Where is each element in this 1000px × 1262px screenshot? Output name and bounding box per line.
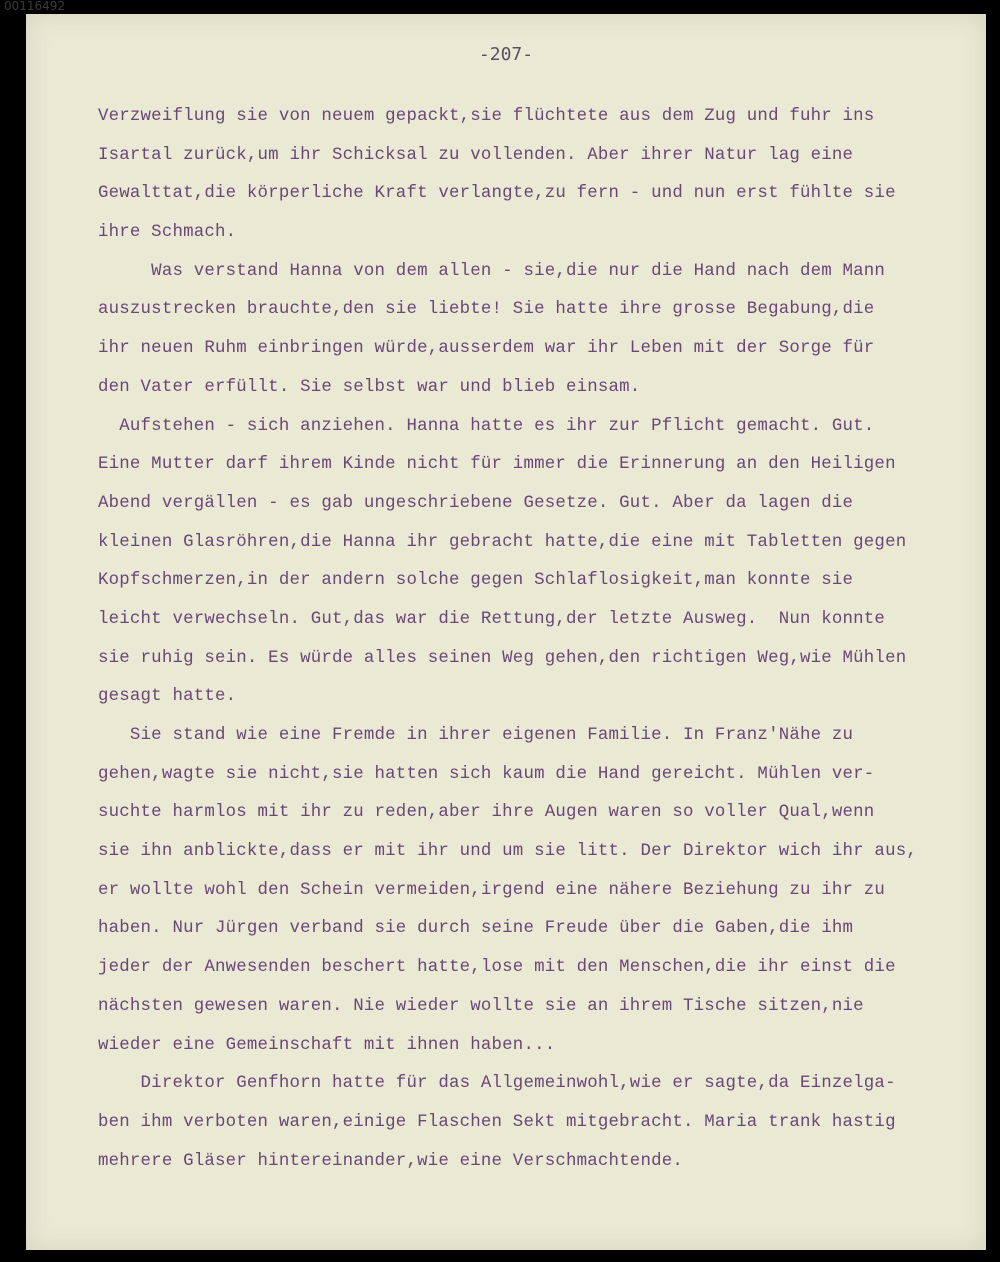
text-line: Was verstand Hanna von dem allen - sie,die nur die Hand nach dem Mann xyxy=(98,261,886,281)
text-line: mehrere Gläser hintereinander,wie eine Verschmachtende. xyxy=(98,1151,683,1171)
text-line: sie ruhig sein. Es würde alles seinen Weg gehen,den richtigen Weg,wie Mühlen xyxy=(98,648,907,668)
text-line: ihre Schmach. xyxy=(98,223,237,243)
text-line: Kopfschmerzen,in der andern solche gegen Schlaflosigkeit,man konnte sie xyxy=(98,571,854,591)
text-line: jeder der Anwesenden beschert hatte,lose mit den Menschen,die ihr einst die xyxy=(98,958,896,978)
text-line: sie ihn anblickte,dass er mit ihr und um sie litt. Der Direktor wich ihr aus, xyxy=(98,842,917,862)
text-line: gesagt hatte. xyxy=(98,687,237,707)
text-line: Abend vergällen - es gab ungeschriebene Gesetze. Gut. Aber da lagen die xyxy=(98,493,854,513)
text-line: kleinen Glasröhren,die Hanna ihr gebracht hatte,die eine mit Tabletten gegen xyxy=(98,532,907,552)
text-line: Eine Mutter darf ihrem Kinde nicht für immer die Erinnerung an den Heiligen xyxy=(98,455,896,475)
text-line: Sie stand wie eine Fremde in ihrer eigenen Familie. In Franz'Nähe zu xyxy=(98,726,854,745)
text-line: Verzweiflung sie von neuem gepackt,sie flüchtete aus dem Zug und fuhr ins xyxy=(98,107,875,126)
text-line: Isartal zurück,um ihr Schicksal zu vollenden. Aber ihrer Natur lag eine xyxy=(98,145,854,165)
text-line: auszustrecken brauchte,den sie liebte! Sie hatte ihre grosse Begabung,die xyxy=(98,300,875,320)
text-line: suchte harmlos mit ihr zu reden,aber ihre Augen waren so voller Qual,wenn xyxy=(98,803,875,823)
typed-text-body xyxy=(98,98,958,1181)
text-line: nächsten gewesen waren. Nie wieder wollte sie an ihrem Tische sitzen,nie xyxy=(98,996,864,1016)
text-line: Direktor Genfhorn hatte für das Allgemeinwohl,wie er sagte,da Einzelga- xyxy=(98,1074,896,1094)
text-line: ben ihm verboten waren,einige Flaschen Sekt mitgebracht. Maria trank hastig xyxy=(98,1112,896,1132)
text-line: er wollte wohl den Schein vermeiden,irgend eine nähere Beziehung zu ihr zu xyxy=(98,880,886,900)
text-line: leicht verwechseln. Gut,das war die Rettung,der letzte Ausweg. Nun konnte xyxy=(98,609,886,629)
text-line: wieder eine Gemeinschaft mit ihnen haben... xyxy=(98,1035,556,1055)
text-line: haben. Nur Jürgen verband sie durch seine Freude über die Gaben,die ihm xyxy=(98,919,854,939)
typewritten-page xyxy=(26,14,986,1250)
text-line: ihr neuen Ruhm einbringen würde,ausserdem war ihr Leben mit der Sorge für xyxy=(98,339,875,359)
text-line: Gewalttat,die körperliche Kraft verlangte,zu fern - und nun erst fühlte sie xyxy=(98,184,896,204)
scan-id-label: 00116492 xyxy=(4,0,66,13)
text-line: den Vater erfüllt. Sie selbst war und blieb einsam. xyxy=(98,377,641,397)
text-line: Aufstehen - sich anziehen. Hanna hatte es ihr zur Pflicht gemacht. Gut. xyxy=(98,416,875,436)
page-number: -207- xyxy=(478,44,534,65)
text-line: gehen,wagte sie nicht,sie hatten sich kaum die Hand gereicht. Mühlen ver- xyxy=(98,764,875,784)
